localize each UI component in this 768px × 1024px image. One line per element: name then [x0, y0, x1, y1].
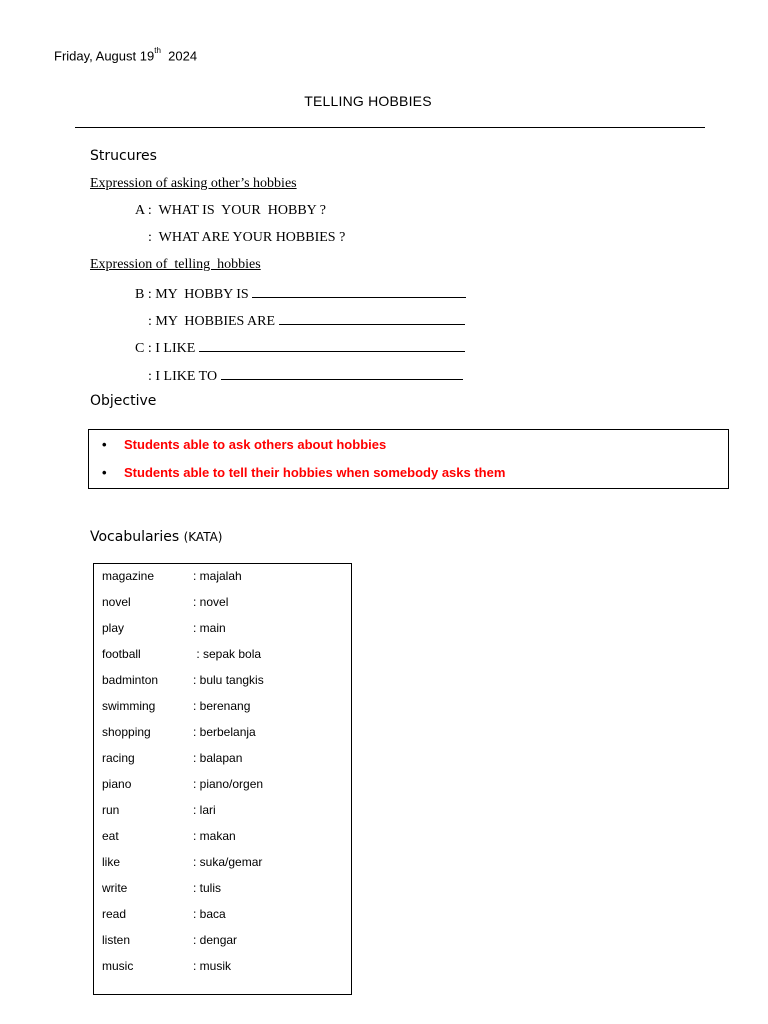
- vocab-word: play: [102, 621, 125, 635]
- telling-line-2-text: : MY HOBBIES ARE: [148, 314, 276, 329]
- vocab-word: like: [102, 855, 121, 869]
- vocab-row: [102, 823, 236, 849]
- date-year: 2024: [168, 48, 198, 64]
- vocab-meaning: : balapan: [193, 751, 243, 765]
- answer-blank-2: [279, 312, 465, 325]
- vocab-word: shopping: [102, 725, 151, 739]
- objective-box: [88, 429, 729, 489]
- vocab-row: [102, 953, 231, 979]
- asking-line-1: A : WHAT IS YOUR HOBBY ?: [135, 203, 326, 218]
- telling-line-4-text: : I LIKE TO: [148, 369, 218, 384]
- vocab-row: [102, 901, 226, 927]
- bullet-icon: •: [102, 437, 107, 452]
- vocab-meaning: : novel: [193, 595, 229, 609]
- vocab-row: [102, 745, 242, 771]
- telling-line-1-text: B : MY HOBBY IS: [135, 287, 249, 302]
- vocab-word: novel: [102, 595, 131, 609]
- vocab-meaning: : berbelanja: [193, 725, 256, 739]
- vocab-meaning: : berenang: [193, 699, 251, 713]
- vocab-word: piano: [102, 777, 132, 791]
- vocab-row: [102, 693, 250, 719]
- vocab-row: [102, 797, 216, 823]
- answer-blank-3: [199, 339, 465, 352]
- answer-blank-4: [221, 367, 463, 380]
- asking-line-2: : WHAT ARE YOUR HOBBIES ?: [148, 230, 346, 245]
- structures-heading: Strucures: [90, 148, 157, 164]
- vocab-row: [102, 771, 263, 797]
- title-divider: [75, 127, 705, 128]
- date-text: Friday, August 19: [54, 48, 155, 64]
- telling-line-2: [148, 312, 465, 330]
- vocabulary-table: [93, 563, 352, 995]
- vocabularies-heading-text: Vocabularies: [90, 529, 180, 545]
- asking-expression-heading: Expression of asking other’s hobbies: [90, 176, 297, 191]
- vocab-meaning: : suka/gemar: [193, 855, 263, 869]
- vocab-row: [102, 849, 262, 875]
- vocab-word: run: [102, 803, 120, 817]
- vocab-word: swimming: [102, 699, 156, 713]
- objective-item: [102, 437, 386, 452]
- vocab-row: [102, 615, 226, 641]
- vocab-meaning: : baca: [193, 907, 226, 921]
- vocab-meaning: : dengar: [193, 933, 238, 947]
- telling-line-4: [148, 367, 463, 385]
- vocabularies-heading-note: (KATA): [183, 530, 223, 544]
- objective-item: [102, 465, 505, 480]
- vocab-row: [102, 875, 221, 901]
- vocab-word: badminton: [102, 673, 159, 687]
- vocab-meaning: : main: [193, 621, 226, 635]
- page-title: TELLING HOBBIES: [304, 93, 432, 109]
- telling-line-3: [135, 339, 465, 357]
- vocab-meaning: : tulis: [193, 881, 222, 895]
- vocab-row: [102, 719, 256, 745]
- vocab-row: [102, 927, 237, 953]
- vocab-word: read: [102, 907, 127, 921]
- telling-line-1: [135, 285, 466, 303]
- vocab-word: music: [102, 959, 134, 973]
- date-ordinal-suffix: th: [154, 46, 161, 55]
- vocab-meaning: : bulu tangkis: [193, 673, 264, 687]
- bullet-icon: •: [102, 465, 107, 480]
- vocab-row: [102, 563, 242, 589]
- answer-blank-1: [252, 285, 466, 298]
- document-date: [54, 48, 197, 63]
- vocabularies-heading: [90, 529, 222, 545]
- vocab-meaning: : makan: [193, 829, 236, 843]
- vocab-meaning: : majalah: [193, 569, 242, 583]
- telling-expression-heading: Expression of telling hobbies: [90, 257, 261, 272]
- vocab-word: write: [102, 881, 128, 895]
- telling-line-3-text: C : I LIKE: [135, 341, 196, 356]
- vocab-word: racing: [102, 751, 135, 765]
- vocab-word: magazine: [102, 569, 155, 583]
- vocab-meaning: : lari: [193, 803, 216, 817]
- vocab-meaning: : piano/orgen: [193, 777, 264, 791]
- objective-item-text: Students able to ask others about hobbies: [124, 437, 387, 452]
- vocab-word: listen: [102, 933, 131, 947]
- vocab-meaning: : musik: [193, 959, 232, 973]
- vocab-word: football: [102, 647, 141, 661]
- objective-heading: Objective: [90, 393, 157, 409]
- vocab-row: [102, 641, 261, 667]
- vocab-word: eat: [102, 829, 119, 843]
- objective-item-text: Students able to tell their hobbies when somebody asks them: [124, 465, 506, 480]
- vocab-meaning: : sepak bola: [193, 647, 262, 661]
- vocab-row: [102, 667, 264, 693]
- vocab-row: [102, 589, 228, 615]
